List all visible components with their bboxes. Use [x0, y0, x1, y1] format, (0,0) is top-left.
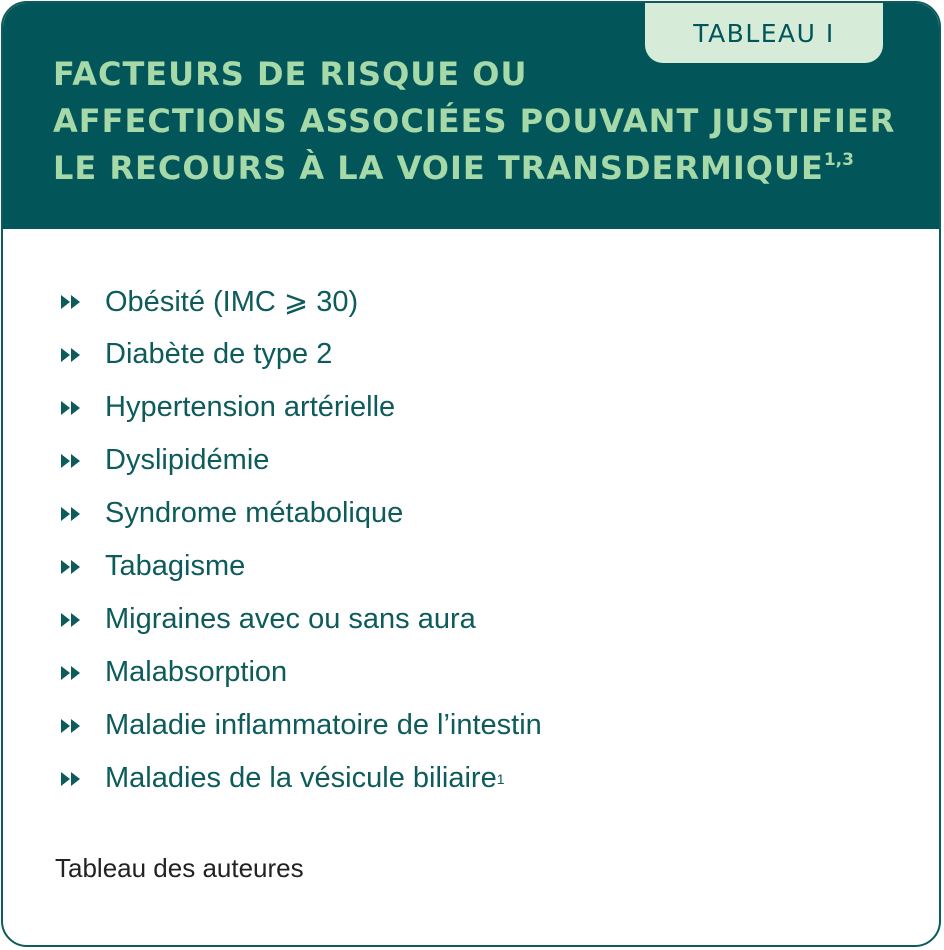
list-item	[61, 328, 542, 381]
list-item-label: Tabagisme	[105, 550, 246, 582]
list-item-label: Migraines avec ou sans aura	[105, 603, 476, 635]
double-chevron-right-icon	[61, 719, 105, 733]
list-item-label: Diabète de type 2	[105, 338, 333, 370]
list-item	[61, 540, 542, 593]
double-chevron-right-icon	[61, 295, 105, 309]
title-line-3	[53, 145, 893, 192]
double-chevron-right-icon	[61, 401, 105, 415]
list-item-label: Obésité (IMC ⩾ 30)	[105, 286, 359, 318]
list-item-label: Dyslipidémie	[105, 444, 270, 476]
double-chevron-right-icon	[61, 772, 105, 786]
double-chevron-right-icon	[61, 454, 105, 468]
list-item	[61, 699, 542, 752]
risk-factor-list	[61, 275, 542, 805]
list-item	[61, 434, 542, 487]
table-number-tab: TABLEAU I	[645, 3, 883, 63]
list-item	[61, 646, 542, 699]
list-item: Maladies de la vésicule biliaire 1	[61, 752, 542, 805]
list-item-label: Malabsorption	[105, 656, 288, 688]
list-item	[61, 275, 542, 328]
list-item	[61, 593, 542, 646]
double-chevron-right-icon	[61, 507, 105, 521]
double-chevron-right-icon	[61, 560, 105, 574]
table-source: Tableau des auteures	[55, 853, 304, 883]
title-line-3-text: LE RECOURS À LA VOIE TRANSDERMIQUE	[53, 149, 824, 187]
table-card	[1, 1, 941, 947]
list-item	[61, 381, 542, 434]
double-chevron-right-icon	[61, 348, 105, 362]
list-item-label: Maladie inflammatoire de l’intestin	[105, 709, 542, 741]
table-title	[53, 51, 896, 192]
double-chevron-right-icon	[61, 666, 105, 680]
title-reference-superscript: 1,3	[823, 150, 854, 170]
list-item-label: Syndrome métabolique	[105, 497, 404, 529]
double-chevron-right-icon	[61, 613, 105, 627]
title-line-1: FACTEURS DE RISQUE OU	[53, 55, 528, 93]
list-item-label: Hypertension artérielle	[105, 391, 396, 423]
title-line-2: AFFECTIONS ASSOCIÉES POUVANT JUSTIFIER	[53, 102, 896, 140]
list-item-label: Maladies de la vésicule biliaire	[105, 762, 497, 794]
list-item	[61, 487, 542, 540]
table-header	[3, 3, 939, 229]
